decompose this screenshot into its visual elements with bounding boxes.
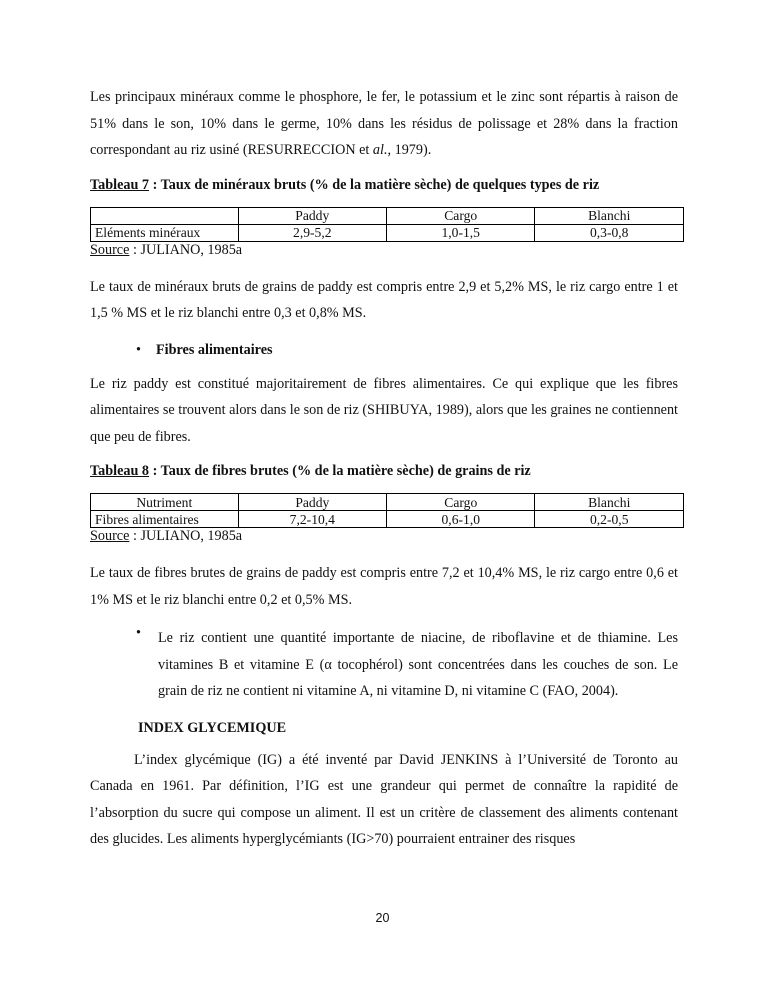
table-cell: 7,2-10,4 [238, 511, 386, 528]
table-cell: Nutriment [91, 494, 239, 511]
page-number: 20 [375, 911, 390, 925]
table8-caption [90, 462, 678, 480]
bullet-fibres [90, 341, 678, 359]
table-cell: 0,2-0,5 [535, 511, 684, 528]
table7-caption [90, 176, 678, 194]
paragraph-minerals-summary: Le taux de minéraux bruts de grains de paddy est compris entre 2,9 et 5,2% MS, le riz cargo entre 1 et 1,5 % MS et le riz blanchi entre 0,3 et 0,8% MS. [90, 278, 678, 321]
source-label: Source [90, 528, 130, 544]
table-header-row [91, 207, 684, 224]
text-span: Les principaux minéraux comme le phosphore, le fer, le potassium et le zinc sont répartis à raison de 51% dans le son, 10% dans le germe, 10% dans les résidus de polissage et 28% dans la fraction correspondant au riz usiné (RESURRECCION et [90, 89, 678, 158]
table8-source [90, 528, 678, 544]
table-cell: Cargo [387, 207, 535, 224]
table-cell: Paddy [238, 207, 386, 224]
table7 [90, 207, 684, 242]
source-text: : JULIANO, 1985a [129, 241, 243, 258]
heading-index-glycemique: INDEX GLYCEMIQUE [138, 719, 287, 736]
table-cell: 0,6-1,0 [387, 511, 535, 528]
table8 [90, 493, 684, 528]
bullet-icon: • [136, 625, 141, 641]
table-cell: Eléments minéraux [91, 224, 239, 241]
table7-label: Tableau 7 [90, 176, 150, 193]
bullet-vitamins [90, 625, 678, 705]
source-text: : JULIANO, 1985a [129, 528, 243, 544]
table-cell [91, 207, 239, 224]
table-cell: Blanchi [535, 494, 684, 511]
table-row [91, 224, 684, 241]
table8-label: Tableau 8 [90, 463, 150, 479]
table-cell: Cargo [387, 494, 535, 511]
paragraph-fibres: Le riz paddy est constitué majoritairement de fibres alimentaires. Ce qui explique que les fibres alimentaires se trouvent alors dans le son de riz (SHIBUYA, 1989), alors que les graines ne contiennent que peu de fibres. [90, 375, 678, 445]
table8-title: : Taux de fibres brutes (% de la matière sèche) de grains de riz [149, 463, 531, 479]
paragraph-index: L’index glycémique (IG) a été inventé par David JENKINS à l’Université de Toronto au Canada en 1961. Par définition, l’IG est une grandeur qui permet de connaître la rapidité de l’absorption du sucre qui compose un aliment. Il est un critère de classement des aliments contenant des glucides. Les aliments hyperglycémiants (IG>70) pourraient entrainer des risques [90, 751, 678, 847]
table-cell: Paddy [238, 494, 386, 511]
table-header-row [91, 494, 684, 511]
page-body [90, 84, 678, 853]
paragraph-vitamins: Le riz contient une quantité importante de niacine, de riboflavine et de thiamine. Les vitamines B et vitamine E (α tocophérol) sont concentrées dans les couches de son. Le grain de riz ne contient ni vitamine A, ni vitamine D, ni vitamine C (FAO, 2004). [158, 630, 678, 699]
table-cell: 2,9-5,2 [238, 224, 386, 241]
text-italic: al., [372, 142, 392, 158]
table-cell: Blanchi [535, 207, 684, 224]
table-cell: 1,0-1,5 [387, 224, 535, 241]
paragraph-fibres-summary: Le taux de fibres brutes de grains de paddy est compris entre 7,2 et 10,4% MS, le riz cargo entre 0,6 et 1% MS et le riz blanchi entre 0,2 et 0,5% MS. [90, 565, 678, 608]
table7-source [90, 242, 678, 258]
table-row [91, 511, 684, 528]
table-cell: 0,3-0,8 [535, 224, 684, 241]
paragraph-minerals-intro [90, 84, 678, 164]
bullet-label: Fibres alimentaires [156, 341, 273, 358]
bullet-icon: • [136, 341, 141, 358]
source-label: Source [90, 241, 130, 258]
text-span: 1979). [391, 142, 432, 158]
table-cell: Fibres alimentaires [91, 511, 239, 528]
table7-title: : Taux de minéraux bruts (% de la matière sèche) de quelques types de riz [149, 176, 600, 193]
